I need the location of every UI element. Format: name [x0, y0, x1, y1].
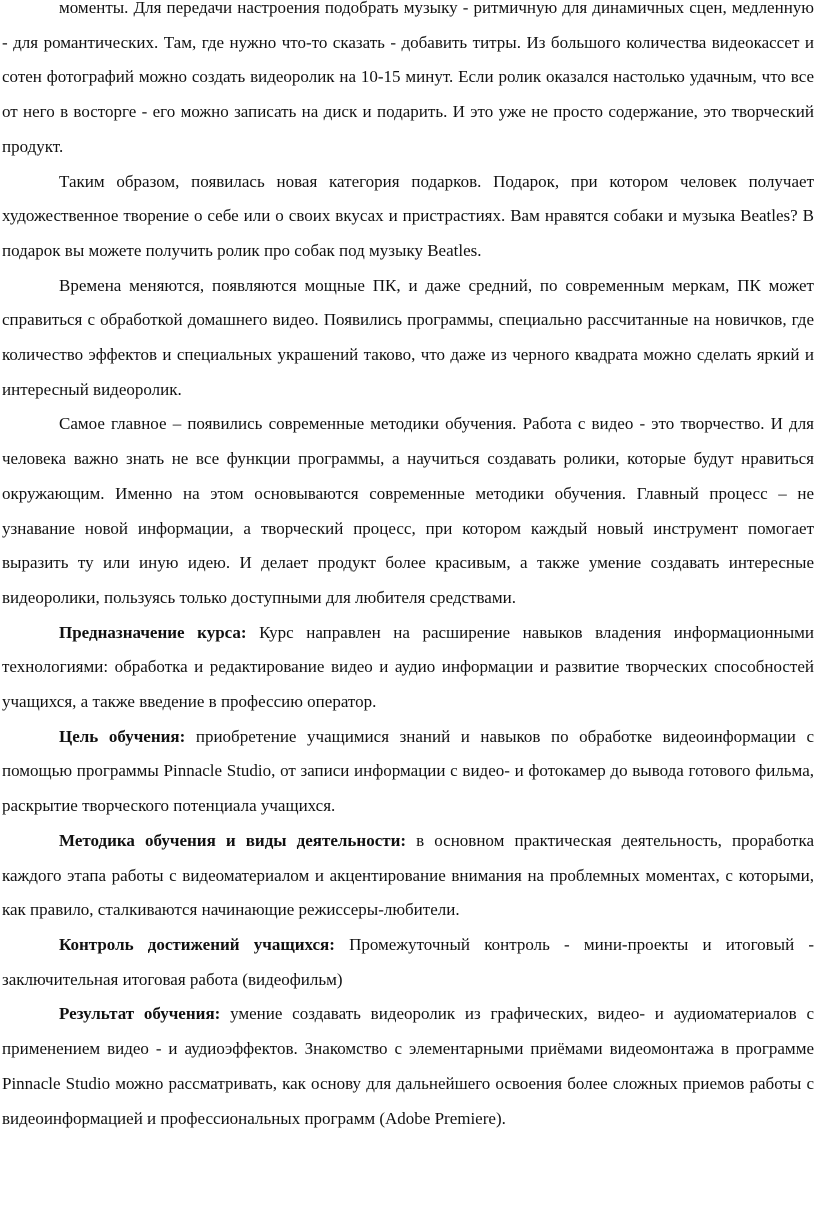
- section-learning-result: [2, 997, 814, 1136]
- paragraph-text: Таким образом, появилась новая категория подарков. Подарок, при котором человек получает художественное творение о себе или о своих вкусах и пристрастиях. Вам нравятся собаки и музыка Beatles? В подарок вы можете получить ролик про собак под музыку Beatles.: [2, 171, 814, 260]
- paragraph-video-mood: [2, 0, 814, 165]
- paragraph-times-change: [2, 269, 814, 408]
- paragraph-text: Самое главное – появились современные методики обучения. Работа с видео - это творчество. И для человека важно знать не все функции программы, а научиться создавать ролики, которые будут нравиться окружающим. Именно на этом основываются современные методики обучения. Главный процесс – не узнавание новой информации, а творческий процесс, при котором каждый новый инструмент помогает выразить ту или иную идею. И делает продукт более красивым, а также умение создавать интересные видеоролики, пользуясь только доступными для любителя средствами.: [2, 414, 814, 607]
- section-label: Предназначение курса:: [59, 622, 247, 642]
- paragraph-text: моменты. Для передачи настроения подобрать музыку - ритмичную для динамичных сцен, медленную - для романтических. Там, где нужно что-то сказать - добавить титры. Из большого количества видеокассет и сотен фотографий можно создать видеоролик на 10-15 минут. Если ролик оказался настолько удачным, что все от него в восторге - его можно записать на диск и подарить. И это уже не просто содержание, это творческий продукт.: [2, 0, 814, 156]
- section-learning-goal: [2, 720, 814, 824]
- section-text: Промежуточный контроль - мини-проекты и итоговый - заключительная итоговая работа (видеофильм): [2, 934, 815, 989]
- paragraph-teaching-methods: [2, 407, 814, 615]
- section-label: Результат обучения:: [59, 1004, 221, 1024]
- paragraph-new-gift-category: [2, 165, 814, 269]
- section-text: умение создавать видеоролик из графических, видео- и аудиоматериалов с применением видео - и аудиоэффектов. Знакомство с элементарными приёмами видеомонтажа в программе Pinnacle Studio можно рассматривать, как основу для дальнейшего освоения более сложных приемов работы с видеоинформацией и профессиональных программ (Adobe Premiere).: [2, 1004, 814, 1128]
- section-label: Контроль достижений учащихся:: [59, 934, 335, 954]
- paragraph-text: Времена меняются, появляются мощные ПК, и даже средний, по современным меркам, ПК может справиться с обработкой домашнего видео. Появились программы, специально рассчитанные на новичков, где количество эффектов и специальных украшений таково, что даже из черного квадрата можно сделать яркий и интересный видеоролик.: [2, 275, 814, 399]
- section-course-purpose: [2, 616, 814, 720]
- section-achievement-control: [2, 928, 814, 997]
- section-text: Курс направлен на расширение навыков владения информационными технологиями: обработка и редактирование видео и аудио информации и развитие творческих способностей учащихся, а также введение в профессию оператор.: [2, 622, 815, 712]
- section-text: приобретение учащимися знаний и навыков по обработке видеоинформации с помощью программы Pinnacle Studio, от записи информации с видео- и фотокамер до вывода готового фильма, раскрытие творческого потенциала учащихся.: [2, 726, 815, 816]
- section-text: в основном практическая деятельность, проработка каждого этапа работы с видеоматериалом и акцентирование внимания на проблемных моментах, с которыми, как правило, сталкиваются начинающие режиссеры-любители.: [2, 830, 814, 920]
- section-label: Методика обучения и виды деятельности:: [59, 830, 407, 850]
- section-methodology: [2, 824, 814, 928]
- section-label: Цель обучения:: [59, 726, 186, 746]
